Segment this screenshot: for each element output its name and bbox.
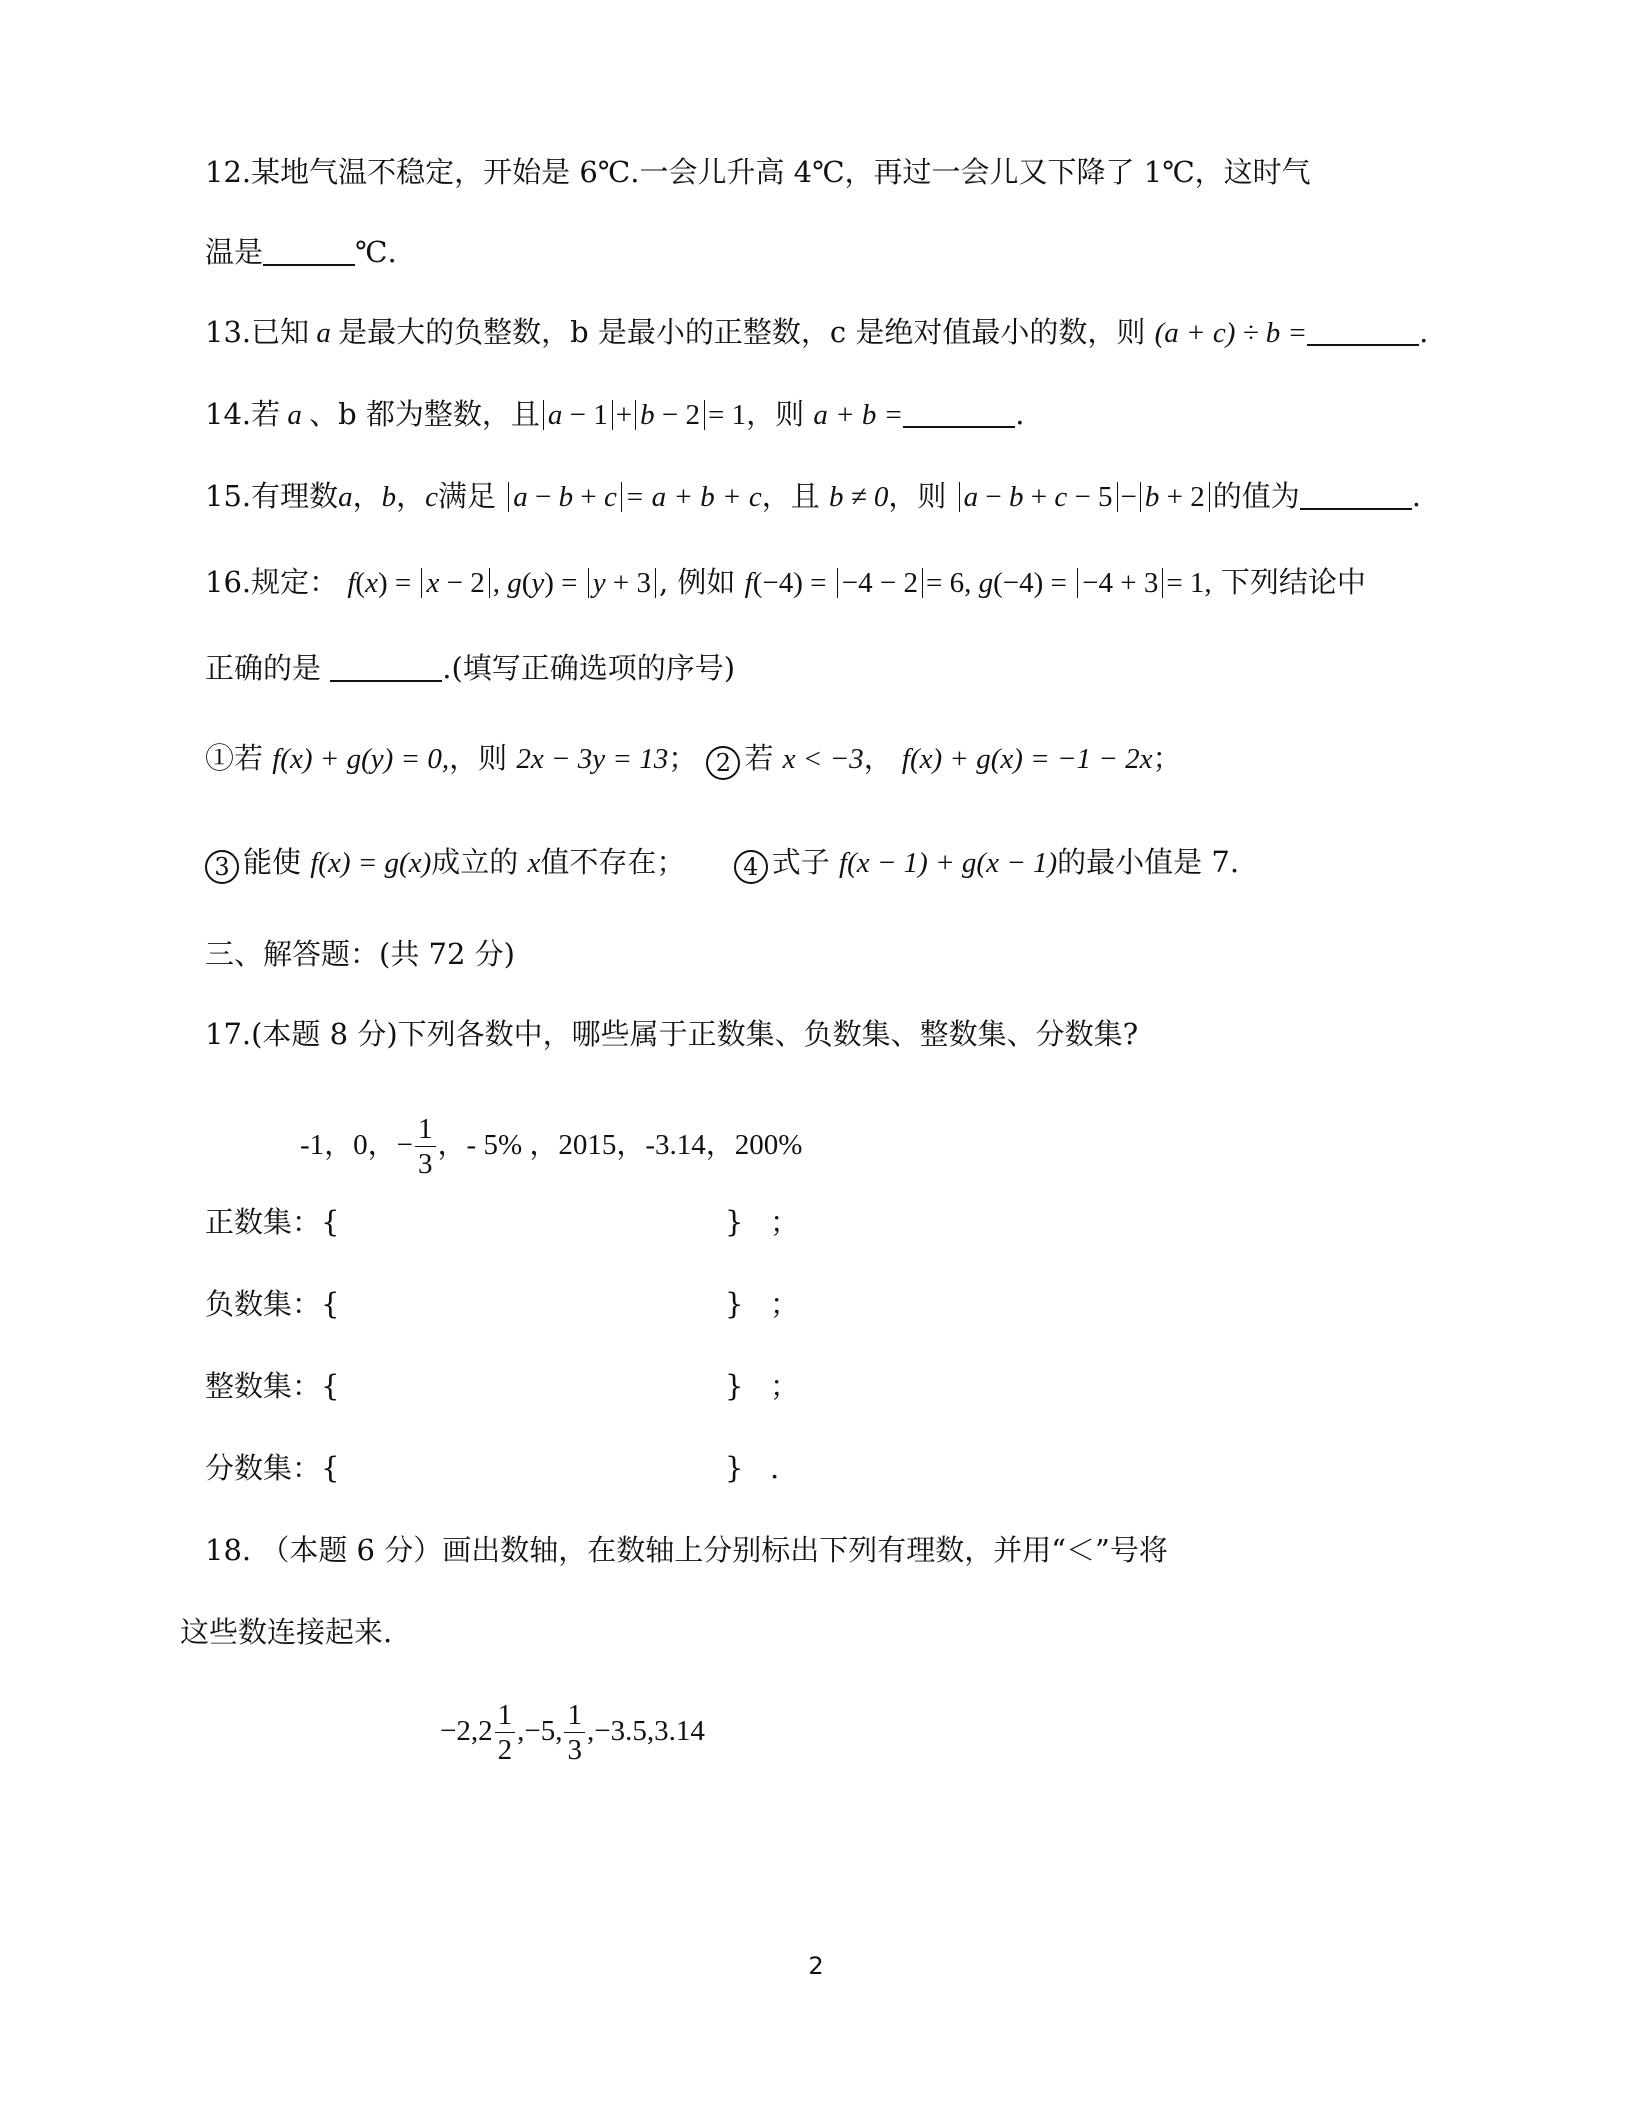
q18-line2: 这些数连接起来. [180,1615,393,1649]
q17-numbers: -1，0，− $\frac{1}{3}$ ，- 5% ，2015，-3.14，200% [300,1112,803,1180]
fraction: $\frac{1}{2}$ [495,1698,516,1767]
q14-line: 14.若 a 、b 都为整数，且 a − 1 + b − 2 = 1，则 a + b = . [205,397,1025,431]
q12-line1: 12.某地气温不稳定，开始是 6℃.一会儿升高 4℃，再过一会儿又下降了 1℃，这时气 [205,155,1311,189]
q16-line1: 16.规定： f(x) = x − 2 , g(y) = y + 3 , 例如 f(−4) = −4 − 2 = 6, g(−4) = −4 + 3 = 1, 下列结论中 [205,565,1366,599]
option-3-4: 3 能使 f(x) = g(x)成立的 x值不存在； 4 式子 f(x − 1) + g(x − 1)的最小值是 7. [205,842,1239,884]
circled-four: 4 [734,850,768,884]
q18-line1: 18. （本题 6 分）画出数轴，在数轴上分别标出下列有理数，并用“＜”号将 [205,1533,1168,1567]
answer-blank [1300,480,1412,510]
answer-blank [330,652,442,682]
fraction: $\frac{1}{3}$ [564,1698,585,1767]
fraction: $\frac{1}{3}$ [415,1112,436,1181]
page-number: 2 [808,1952,824,1980]
q17-title: 17.(本题 8 分)下列各数中，哪些属于正数集、负数集、整数集、分数集? [205,1017,1139,1051]
option-1-2: ①若 f(x) + g(y) = 0,，则 2x − 3y = 13； 2 若 x < −3， f(x) + g(x) = −1 − 2x； [205,738,1182,780]
q12-line2: 温是 ℃. [205,235,397,269]
answer-blank [263,236,355,266]
fraction-set: 分数集：{ } . [205,1451,780,1485]
section-heading: 三、解答题：(共 72 分) [205,937,515,971]
circled-three: 3 [205,850,239,884]
q18-numbers: −2,2 $\frac{1}{2}$ ,−5, $\frac{1}{3}$ ,−3.5,3.14 [440,1698,705,1766]
positive-set: 正数集：{ } ； [205,1205,800,1239]
integer-set: 整数集：{ } ； [205,1369,800,1403]
q15-line: 15.有理数a，b，c满足 a − b + c = a + b + c，且 b ≠ 0，则 a − b + c − 5 − b + 2 的值为 . [205,479,1421,513]
negative-set: 负数集：{ } ； [205,1287,800,1321]
answer-blank [1307,316,1419,346]
q16-line2: 正确的是 .(填写正确选项的序号) [205,651,736,685]
answer-blank [903,398,1015,428]
circled-two: 2 [706,746,740,780]
q13-line: 13.已知 a 是最大的负整数，b 是最小的正整数，c 是绝对值最小的数，则 (a + c) ÷ b = . [205,315,1429,349]
